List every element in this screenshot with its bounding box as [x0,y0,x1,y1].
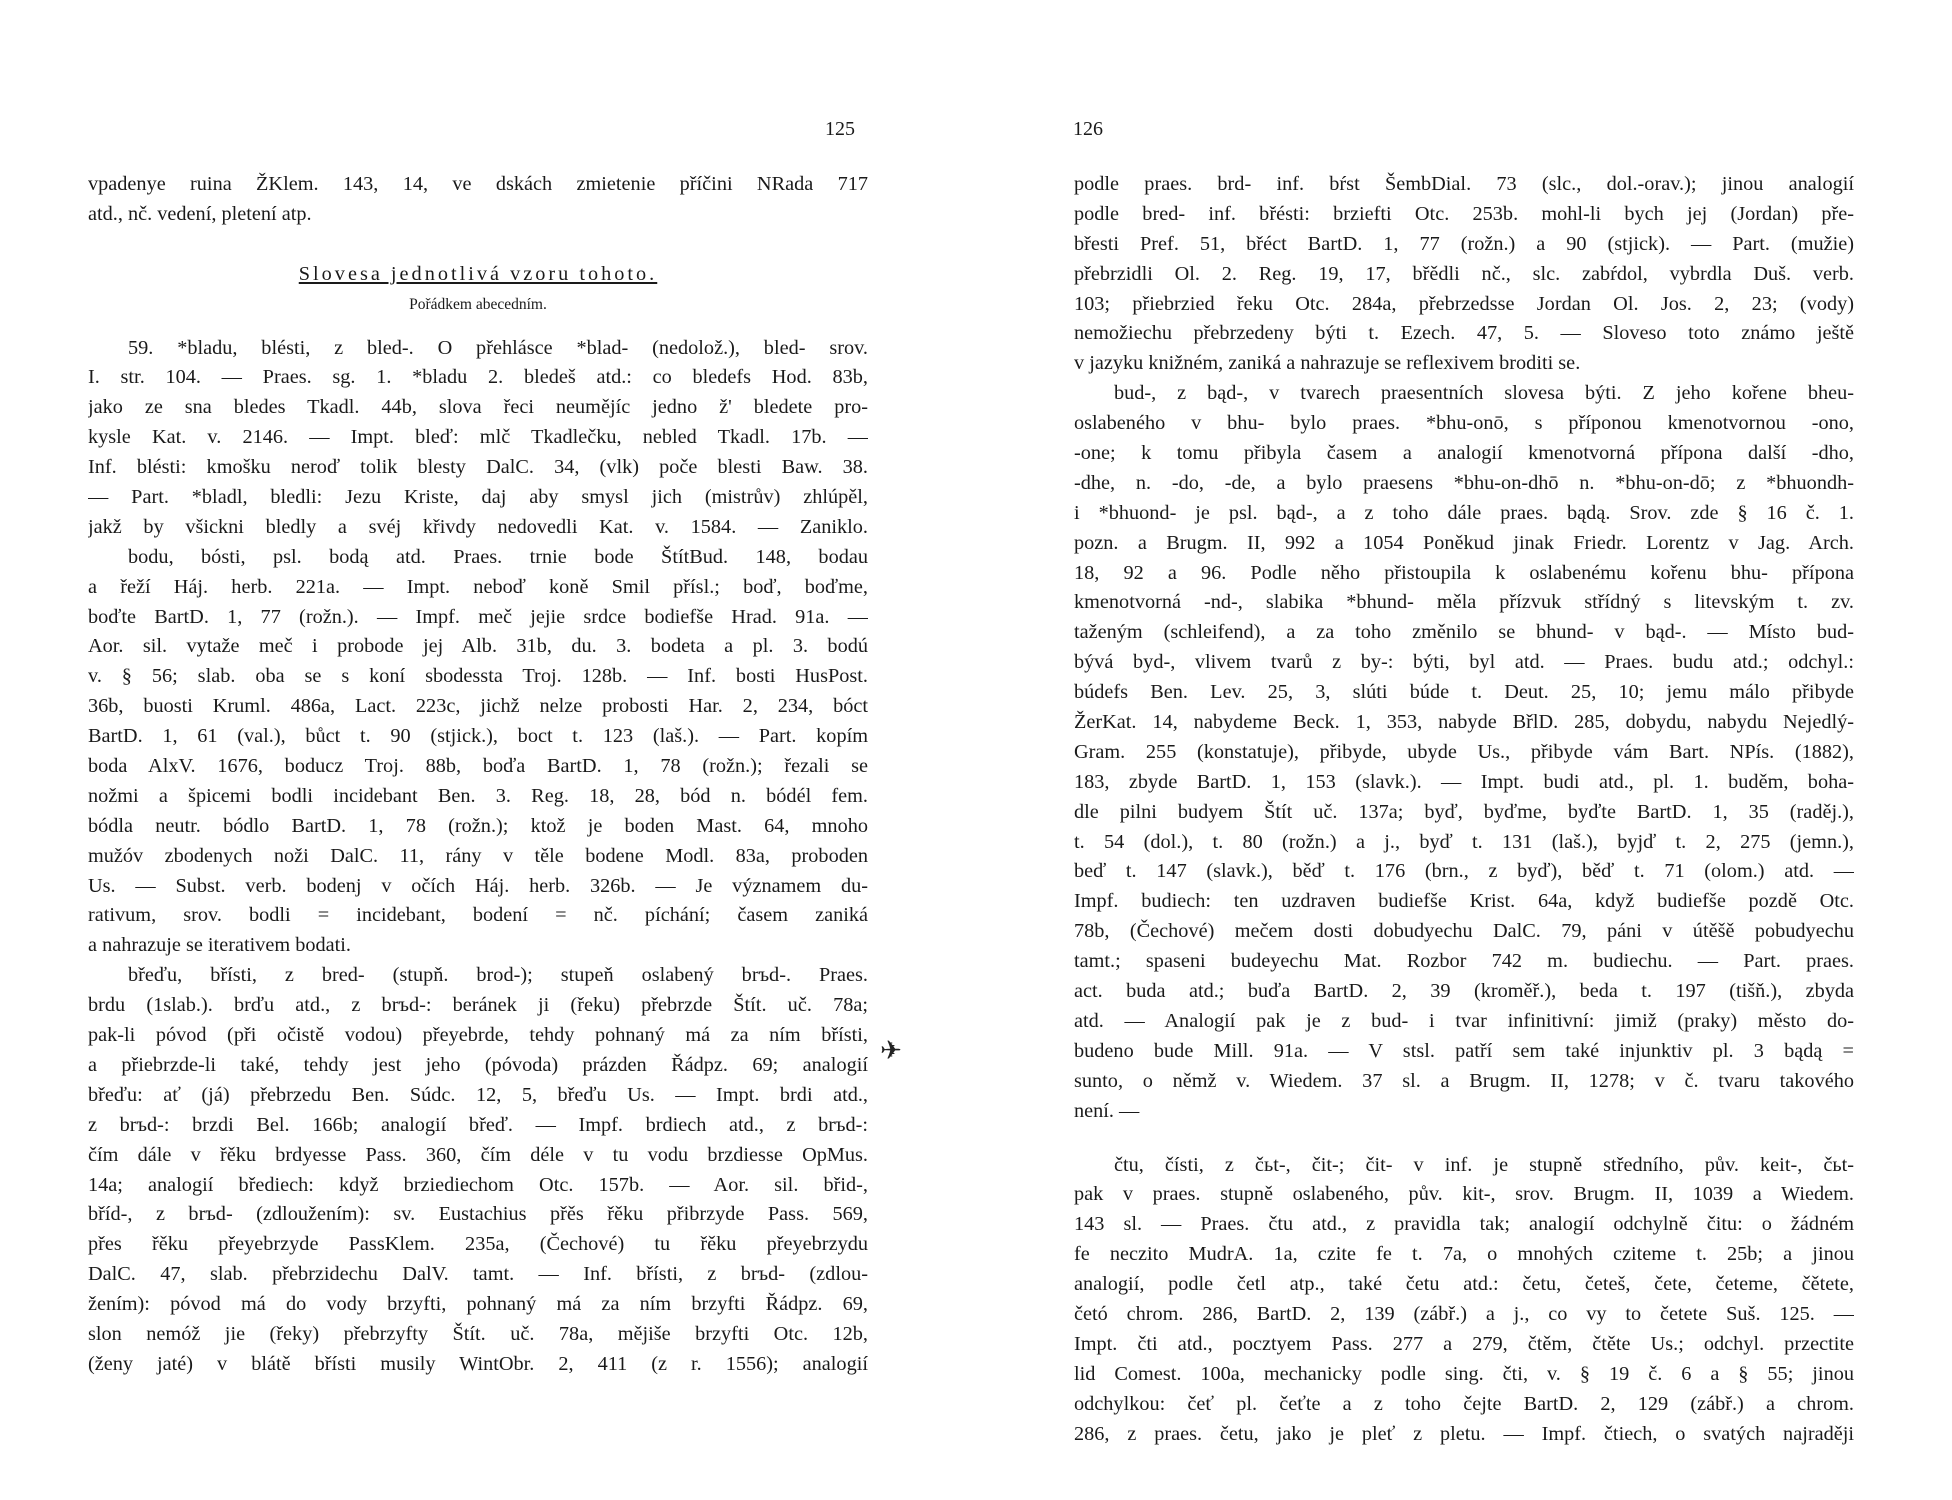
text-line: boda AlxV. 1676, boducz Troj. 88b, boďa BartD. 1, 78 (rožn.); řezali se [88,755,868,778]
text-line: nožmi a špicemi bodli incidebant Ben. 3. Reg. 18, 28, bód n. bódél fem. [88,784,868,807]
text-line: rativum, srov. bodli = incidebant, bodení = nč. píchání; časem zaniká [88,904,868,927]
text-line: — Part. *bladl, bledli: Jezu Kriste, daj aby smysl jich (mistrův) zhlúpěl, [88,486,868,509]
entry-first-line: bodu, bósti, psl. bodą atd. Praes. trnie bode ŠtítBud. 148, bodau [128,545,868,568]
text-line: odchylkou: čeť pl. čeťte a z toho čejte BartD. 2, 129 (zábř.) a chrom. [1074,1392,1854,1415]
text-line: dle pilni budyem Štít uč. 137a; byď, byďme, byďte BartD. 1, 35 (raděj.), [1074,800,1854,823]
text-line: ŽerKat. 14, nabydeme Beck. 1, 353, nabyde BřlD. 285, dobydu, nabydu Nejedlý- [1074,711,1854,734]
text-line: jako ze sna bledes Tkadl. 44b, slova řeci neumějíc jedno ž' bledete pro- [88,396,868,419]
entry-first-line: 59. *bladu, blésti, z bled-. O přehlásce *blad- (nedolož.), bled- srov. [128,336,868,359]
text-line: kysle Kat. v. 2146. — Impt. bleď: mlč Tkadlečku, nebled Tkadl. 17b. — [88,426,868,449]
text-line: búdefs Ben. Lev. 25, 3, slúti búde t. Deut. 25, 10; jemu málo přibyde [1074,681,1854,704]
text-line: bříd-, z brъd- (zdloužením): sv. Eustachius přěs řěku přibrzyde Pass. 569, [88,1203,868,1226]
text-line: podle bred- inf. břésti: brziefti Otc. 253b. mohl-li bych jej (Jordan) pře- [1074,202,1854,225]
text-line: jakž by všickni bledly a svéj křivdy nedovedli Kat. v. 1584. — Zaniklo. [88,515,868,538]
text-line: čím dále v řěku brdyesse Pass. 360, čím déle v tu vodu brzdiesse OpMus. [88,1143,868,1166]
text-line: taženým (schleifend), a za toho změnilo se bhund- v bąd-. — Místo bud- [1074,621,1854,644]
text-line: 14a; analogií břediech: když brziediechom Otc. 157b. — Aor. sil. břid-, [88,1173,868,1196]
text-line: četó chrom. 286, BartD. 2, 139 (zábř.) a j., co vy to četete Suš. 125. — [1074,1302,1854,1325]
text-line: a řeží Háj. herb. 221a. — Impt. neboď koně Smil přísl.; boď, boďme, [88,575,868,598]
entry-first-line: břeďu, břísti, z bred- (stupň. brod-); stupeň oslabený brъd-. Praes. [128,964,868,987]
text-line: Impf. budiech: ten uzdraven budiefše Krist. 64a, když budiefše pozdě Otc. [1074,890,1854,913]
text-line: Aor. sil. vytaže meč i probode jej Alb. 31b, du. 3. bodeta a pl. 3. bodú [88,635,868,658]
text-line: 78b, (Čechové) mečem dosti dobudyechu DalC. 79, páni v útěšě pobudyechu [1074,920,1854,943]
text-line: v. § 56; slab. oba se s koní sbodessta Troj. 128b. — Inf. bosti HusPost. [88,665,868,688]
text-line: 143 sl. — Praes. čtu atd., z pravidla tak; analogií odchylně čitu: o žádném [1074,1213,1854,1236]
text-line: lid Comest. 100a, mechanicky podle sing. čti, v. § 19 č. 6 a § 55; jinou [1074,1362,1854,1385]
text-line: břesti Pref. 51, břéct BartD. 1, 77 (rožn.) a 90 (stjick). — Part. (mužie) [1074,232,1854,255]
section-subheading: Pořádkem abecedním. [409,295,547,313]
text-line: fe neczito MudrA. 1a, czite fe t. 7a, o mnohých cziteme t. 25b; a jinou [1074,1243,1854,1266]
text-line: v jazyku knižném, zaniká a nahrazuje se reflexivem broditi se. [1074,352,1581,375]
text-line: 286, z praes. četu, jako je pleť z pletu. — Impf. čtiech, o svatých najraději [1074,1422,1854,1445]
text-line: 36b, buosti Kruml. 486a, Lact. 223c, jichž nelze probosti Har. 2, 234, bóct [88,695,868,718]
text-line: přes řěku přeyebrzyde PassKlem. 235a, (Čechové) tu řěku přeyebrzydu [88,1233,868,1256]
text-line: t. 54 (dol.), t. 80 (rožn.) a j., byď t. 131 (laš.), byjď t. 2, 275 (jemn.), [1074,830,1854,853]
text-line: Inf. blésti: kmošku neroď tolik blesty DalC. 34, (vlk) poče blesti Baw. 38. [88,456,868,479]
text-line: -one; k tomu přibyla časem a analogií kmenotvorná přípona další -dho, [1074,442,1854,465]
text-line: Us. — Subst. verb. bodenj v očích Háj. herb. 326b. — Je významem du- [88,874,868,897]
text-line: pozn. a Brugm. II, 992 a 1054 Poněkud jinak Friedr. Lorentz v Jag. Arch. [1074,531,1854,554]
text-line: žením): póvod má do vody brzyfti, pohnaný má za ním brzyfti Řádpz. 69, [88,1293,868,1316]
text-line: oslabeného v bhu- bylo praes. *bhu-onō, s příponou kmenotvornou -ono, [1074,412,1854,435]
text-line: Impt. čti atd., pocztyem Pass. 277 a 279, čtěm, čtěte Us.; odchyl. przectite [1074,1332,1854,1355]
text-line: analogií, podle četl atp., také četu atd.: četu, četeš, čete, četeme, čětete, [1074,1273,1854,1296]
text-line: boďte BartD. 1, 77 (rožn.). — Impf. meč jejie srdce bodiefše Hrad. 91a. — [88,605,868,628]
text-line: I. str. 104. — Praes. sg. 1. *bladu 2. bledeš atd.: co bledefs Hod. 83b, [88,366,868,389]
text-line: podle praes. brd- inf. bŕst ŠembDial. 73 (slc., dol.-orav.); jinou analogií [1074,173,1854,195]
text-line: bódla neutr. bódlo BartD. 1, 78 (rožn.); ktož je boden Mast. 64, mnoho [88,814,868,837]
text-line: bývá byd-, vlivem tvarů z by-: býti, byl atd. — Praes. budu atd.; odchyl.: [1074,651,1854,674]
text-line: a přiebrzde-li také, tehdy jest jeho (póvoda) prázden Řádpz. 69; analogií [88,1053,868,1076]
text-line: act. buda atd.; buďa BartD. 2, 39 (kroměř.), beda t. 197 (tišň.), zbyda [1074,980,1854,1003]
text-line: i *bhuond- je psl. bąd-, a z toho dále praes. bądą. Srov. zde § 16 č. 1. [1074,501,1854,524]
section-heading: Slovesa jednotlivá vzoru tohoto. [298,262,658,285]
entry-first-line: bud-, z bąd-, v tvarech praesentních slovesa býti. Z jeho kořene bheu- [1114,382,1854,405]
text-line: není. — [1074,1099,1140,1122]
page-number: 125 [825,118,855,140]
text-line: vpadenye ruina ŽKlem. 143, 14, ve dskách zmietenie příčini NRada 717 [88,173,868,195]
text-line: DalC. 47, slab. přebrzidechu DalV. tamt. — Inf. břísti, z brъd- (zdlou- [88,1263,868,1286]
text-line: pak-li póvod (při očistě vodou) přeyebrde, tehdy pohnaný má za ním břísti, [88,1024,868,1047]
text-line: -dhe, n. -do, -de, a bylo praesens *bhu-on-dhō n. *bhu-on-dō; z *bhuondh- [1074,471,1854,494]
text-line: pak v praes. stupně oslabeného, pův. kit-, srov. Brugm. II, 1039 a Wiedem. [1074,1183,1854,1206]
text-column [88,170,868,1380]
text-line: tamt.; spaseni budeyechu Mat. Rozbor 742 m. budiechu. — Part. praes. [1074,950,1854,973]
text-line: z brъd-: brzdi Bel. 166b; analogií břeď. — Impf. brdiech atd., z brъd-: [88,1113,868,1136]
text-line: brdu (1slab.). brďu atd., z brъd-: beránek ji (řeku) přebrzde Štít. uč. 78a; [88,994,868,1017]
text-line: 183, zbyde BartD. 1, 153 (slavk.). — Impt. budi atd., pl. 1. buděm, boha- [1074,770,1854,793]
text-line: přebrzidli Ol. 2. Reg. 19, 17, břědli nč., slc. zabŕdol, vybrdla Duš. verb. [1074,262,1854,285]
text-line: 18, 92 a 96. Podle něho přistoupila k oslabenému kořenu bhu- přípona [1074,561,1854,584]
text-line: sunto, o němž v. Wiedem. 37 sl. a Brugm. II, 1278; v č. tvaru takového [1074,1069,1854,1092]
right-page [976,0,1952,1500]
text-line: atd., nč. vedení, pletení atp. [88,202,312,225]
text-line: budeno bude Mill. 91a. — V stsl. patří sem také injunktiv pl. 3 bądą = [1074,1039,1854,1062]
text-line: kmenotvorná -nd-, slabika *bhund- měla přízvuk střídný s litevským t. zv. [1074,591,1854,614]
text-line: nemožiechu přebrzedeny býti t. Ezech. 47, 5. — Sloveso toto známo ještě [1074,322,1854,345]
page-number: 126 [1073,118,1103,140]
text-line: atd. — Analogií pak je z bud- i tvar infinitivní: jimiž (praky) město do- [1074,1009,1854,1032]
text-line: BartD. 1, 61 (val.), bůct t. 90 (stjick.), boct t. 123 (laš.). — Part. kopím [88,725,868,748]
text-line: mužóv zbodenych noži DalC. 11, rány v těle bodene Modl. 83a, proboden [88,844,868,867]
text-line: slon nemóž jie (řeky) přebrzyfty Štít. uč. 78a, mějiše brzyfti Otc. 12b, [88,1322,868,1345]
entry-first-line: čtu, čísti, z čьt-, čit-; čit- v inf. je stupně středního, pův. keit-, čьt- [1114,1153,1854,1176]
text-line: břeďu: ať (já) přebrzedu Ben. Súdc. 12, 5, břeďu Us. — Impt. brdi atd., [88,1083,868,1106]
margin-mark-icon: ✈ [880,1036,902,1066]
text-line: Gram. 255 (konstatuje), přibyde, ubyde Us., přibyde vám Bart. NPís. (1882), [1074,740,1854,763]
text-line: (ženy jaté) v blátě břísti musily WintObr. 2, 411 (z r. 1556); analogií [88,1352,868,1375]
text-column [1074,170,1854,1449]
text-line: a nahrazuje se iterativem bodati. [88,934,351,957]
text-line: beď t. 147 (slavk.), běď t. 176 (brn., z byď), běď t. 71 (olom.) atd. — [1074,860,1854,883]
text-line: 103; přiebrzied řeku Otc. 284a, přebrzedsse Jordan Ol. Jos. 2, 23; (vody) [1074,292,1854,315]
